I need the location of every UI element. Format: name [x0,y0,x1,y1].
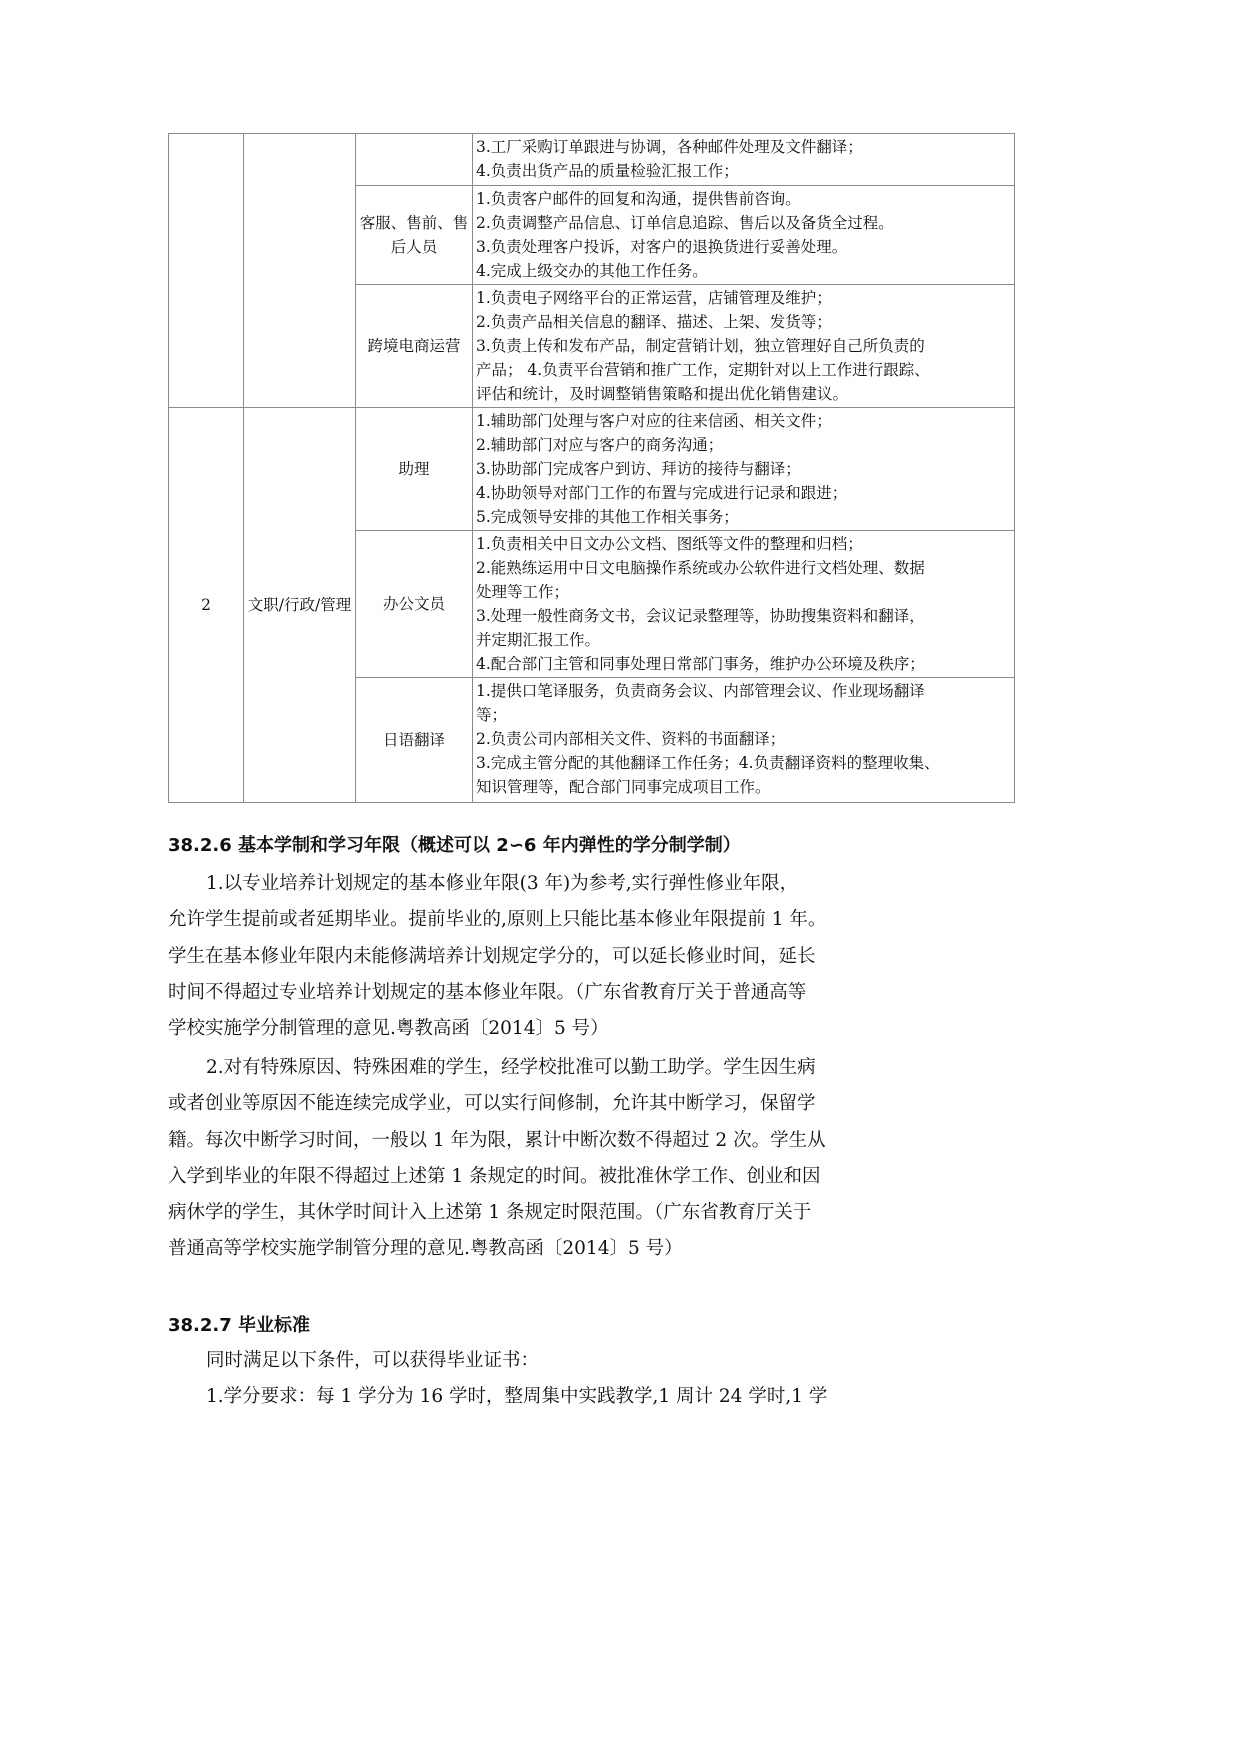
row-number [169,134,244,408]
text-line: 籍。每次中断学习时间，一般以 1 年为限，累计中断次数不得超过 2 次。学生从 [168,1129,826,1151]
duties-cell [473,285,1015,408]
table-row [169,134,1015,186]
duty-line: 评估和统计，及时调整销售策略和提出优化销售建议。 [476,385,849,403]
duty-line: 2.辅助部门对应与客户的商务沟通； [476,436,724,454]
text-line: 1.以专业培养计划规定的基本修业年限(3 年)为参考,实行弹性修业年限， [206,873,799,894]
row-number: 2 [169,408,244,803]
section-heading-38-2-7: 38.2.7 毕业标准 [168,1315,311,1336]
text-line: 学生在基本修业年限内未能修满培养计划规定学分的，可以延长修业时间，延长 [168,945,816,967]
paragraph-2 [168,1050,948,1268]
paragraph-1 [168,866,948,1047]
text-line: 1.学分要求：每 1 学分为 16 学时，整周集中实践教学,1 周计 24 学时,1 学 [206,1386,828,1408]
duty-line: 2.能熟练运用中日文电脑操作系统或办公软件进行文档处理、数据 [476,559,925,577]
duty-line: 2.负责产品相关信息的翻译、描述、上架、发货等； [476,313,832,331]
position-cell [356,134,473,186]
duty-line: 处理等工作； [476,583,570,601]
duty-line: 3.工厂采购订单跟进与协调，各种邮件处理及文件翻译； [476,138,863,156]
position-cell: 办公文员 [356,531,473,678]
duty-line: 1.负责相关中日文办公文档、图纸等文件的整理和归档； [476,535,863,553]
duty-line: 2.负责公司内部相关文件、资料的书面翻译； [476,730,786,748]
table-row [169,408,1015,531]
duty-line: 3.协助部门完成客户到访、拜访的接待与翻译； [476,460,801,478]
duty-line: 产品； 4.负责平台营销和推广工作，定期针对以上工作进行跟踪、 [476,361,930,379]
duty-line: 3.负责上传和发布产品，制定营销计划，独立管理好自己所负责的 [476,337,925,355]
duties-cell [473,186,1015,285]
position-cell: 跨境电商运营 [356,285,473,408]
category-cell [244,134,356,408]
text-line: 或者创业等原因不能连续完成学业，可以实行间修制，允许其中断学习，保留学 [168,1093,816,1115]
duty-line: 3.完成主管分配的其他翻译工作任务；4.负责翻译资料的整理收集、 [476,754,940,772]
duty-line: 1.提供口笔译服务，负责商务会议、内部管理会议、作业现场翻译 [476,682,925,700]
duty-line: 2.负责调整产品信息、订单信息追踪、售后以及备货全过程。 [476,214,894,232]
position-cell: 日语翻译 [356,678,473,803]
duty-line: 知识管理等，配合部门同事完成项目工作。 [476,778,771,796]
category-cell: 文职/行政/管理 [244,408,356,803]
duty-line: 1.负责客户邮件的回复和沟通，提供售前咨询。 [476,190,801,208]
duty-line: 等； [476,706,508,724]
text-line: 允许学生提前或者延期毕业。提前毕业的,原则上只能比基本修业年限提前 1 年。 [168,909,827,931]
duties-cell [473,531,1015,678]
duty-line: 3.负责处理客户投诉，对客户的退换货进行妥善处理。 [476,238,848,256]
text-line: 2.对有特殊原因、特殊困难的学生，经学校批准可以勤工助学。学生因生病 [206,1057,816,1078]
text-line: 入学到毕业的年限不得超过上述第 1 条规定的时间。被批准休学工作、创业和因 [168,1165,821,1187]
text-line: 病休学的学生，其休学时间计入上述第 1 条规定时限范围。（广东省教育厅关于 [168,1202,812,1224]
job-duties-table [168,133,1015,803]
text-line: 学校实施学分制管理的意见.粤教高函〔2014〕5 号） [168,1018,609,1040]
duty-line: 5.完成领导安排的其他工作相关事务； [476,508,739,526]
duty-line: 1.负责电子网络平台的正常运营，店铺管理及维护； [476,289,832,307]
text-line: 时间不得超过专业培养计划规定的基本修业年限。（广东省教育厅关于普通高等 [168,981,807,1003]
duties-cell [473,134,1015,186]
duty-line: 4.配合部门主管和同事处理日常部门事务，维护办公环境及秩序； [476,655,925,673]
duty-line: 并定期汇报工作。 [476,631,601,649]
duty-line: 4.完成上级交办的其他工作任务。 [476,262,708,280]
duty-line: 4.协助领导对部门工作的布置与完成进行记录和跟进； [476,484,848,502]
position-cell: 客服、售前、售后人员 [356,186,473,285]
paragraph-3 [168,1343,948,1416]
duty-line: 4.负责出货产品的质量检验汇报工作； [476,162,739,180]
duties-cell [473,408,1015,531]
duty-line: 3.处理一般性商务文书，会议记录整理等，协助搜集资料和翻译， [476,607,925,625]
section-heading-38-2-6: 38.2.6 基本学制和学习年限（概述可以 2∽6 年内弹性的学分制学制） [168,835,741,856]
duty-line: 1.辅助部门处理与客户对应的往来信函、相关文件； [476,412,832,430]
position-cell: 助理 [356,408,473,531]
duties-cell [473,678,1015,803]
text-line: 普通高等学校实施学制管分理的意见.粤教高函〔2014〕5 号） [168,1238,683,1260]
text-line: 同时满足以下条件，可以获得毕业证书： [206,1350,540,1371]
